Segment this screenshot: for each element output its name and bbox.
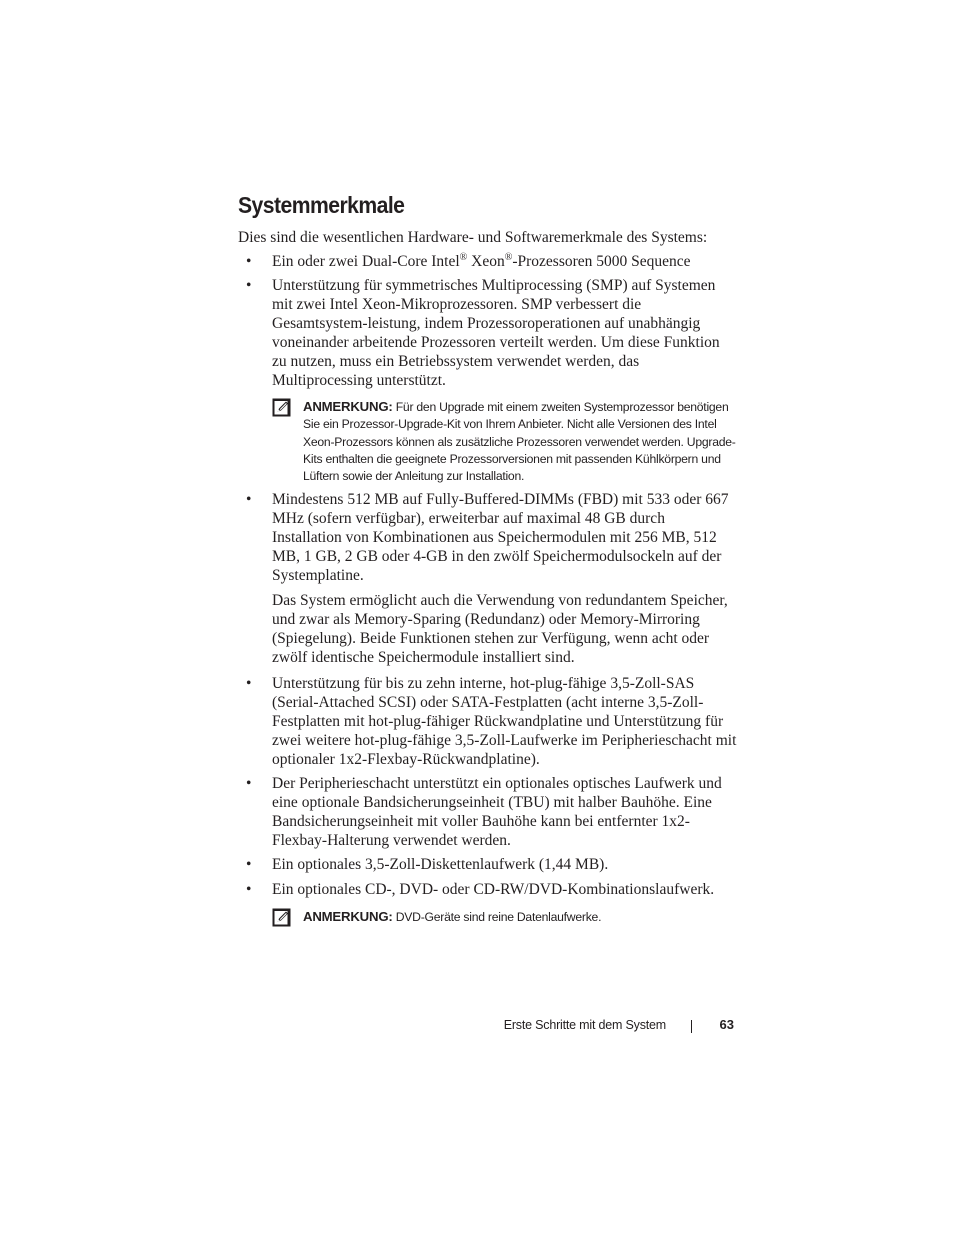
list-item-text: Unterstützung für bis zu zehn interne, hot-plug-fähige 3,5-Zoll-SAS (Serial-Attached SCSI) oder SATA-Festplatten (acht interne 3,5-Zoll-Festplatten mit hot-plug-fähiger Rückwandplatine und Unterstützung für zwei weitere hot-plug-fähige 3,5-Zoll-Laufwerke im Peripherieschacht mit optionaler 1x2-Flexbay-Rückwandplatine). xyxy=(272,675,737,768)
list-item-text: Der Peripherieschacht unterstützt ein optionales optisches Laufwerk und eine optionale Bandsicherungseinheit (TBU) mit halber Bauhöhe. Eine Bandsicherungseinheit mit voller Bauhöhe kann bei entfernter 1x2-Flexbay-Halterung verwendet werden. xyxy=(272,775,722,849)
section-heading: Systemmerkmale xyxy=(238,192,405,218)
list-item-text: Unterstützung für symmetrisches Multiprocessing (SMP) auf Systemen mit zwei Intel Xeon-Mikroprozessoren. SMP verbessert die Gesamtsystem-leistung, indem Prozessoroperationen auf unabhängig voneinander arbeitende Prozessoren verteilt werden. Um diese Funktion zu nutzen, muss ein Betriebssystem verwendet werden, das Multiprocessing unterstützt. xyxy=(272,277,720,389)
note-box xyxy=(272,398,738,485)
page-number: 63 xyxy=(719,1017,734,1032)
note-pencil-icon xyxy=(272,398,291,417)
bullet-marker: • xyxy=(246,277,252,294)
list-item-text: Ein optionales 3,5-Zoll-Diskettenlaufwerk (1,44 MB). xyxy=(272,856,609,873)
bullet-marker: • xyxy=(246,856,252,873)
list-item xyxy=(238,774,738,850)
note-body: DVD-Geräte sind reine Datenlaufwerke. xyxy=(395,910,602,924)
intro-paragraph: Dies sind die wesentlichen Hardware- und Softwaremerkmale des Systems: xyxy=(238,229,708,246)
note-text xyxy=(303,908,738,926)
note-pencil-icon xyxy=(272,908,291,927)
bullet-marker: • xyxy=(246,675,252,692)
list-item xyxy=(238,490,738,667)
bullet-marker: • xyxy=(246,881,252,898)
note-label: ANMERKUNG: xyxy=(303,399,393,414)
footer-chapter-title: Erste Schritte mit dem System xyxy=(503,1018,666,1032)
list-item xyxy=(238,880,738,899)
bullet-marker: • xyxy=(246,253,252,270)
list-item xyxy=(238,252,738,271)
document-page xyxy=(238,0,738,1235)
page-footer xyxy=(238,1015,734,1035)
note-body: Für den Upgrade mit einem zweiten Systemprozessor benötigen Sie ein Prozessor-Upgrade-Kit von Ihrem Anbieter. Nicht alle Versionen des Intel Xeon-Prozessors können als zusätzliche Prozessoren verwendet werden. Upgrade-Kits enthalten die geeignete Prozessorversionen mit passenden Kühlkörpern und Lüftern sowie der Anleitung zur Installation. xyxy=(303,400,736,484)
list-item xyxy=(238,855,738,874)
note-label: ANMERKUNG: xyxy=(303,909,393,924)
note-text xyxy=(303,398,738,485)
list-item-text: Ein oder zwei Dual-Core Intel® Xeon®-Prozessoren 5000 Sequence xyxy=(272,251,691,270)
list-item xyxy=(238,674,738,769)
list-item xyxy=(238,276,738,390)
list-item-text: Mindestens 512 MB auf Fully-Buffered-DIMMs (FBD) mit 533 oder 667 MHz (sofern verfügbar), erweiterbar auf maximal 48 GB durch Installation von Kombinationen aus Speichermodulen mit 256 MB, 512 MB, 1 GB, 2 GB oder 4-GB in den zwölf Speichermodulsockeln auf der Systemplatine. Das System ermöglicht auch die Verwendung von redundantem Speicher, und zwar als Memory-Sparing (Redundanz) oder Memory-Mirroring (Spiegelung). Beide Funktionen stehen zur Verfügung, wenn acht oder zwölf identische Speichermodule installiert sind. xyxy=(272,491,729,666)
bullet-marker: • xyxy=(246,775,252,792)
footer-separator xyxy=(691,1020,692,1033)
bullet-marker: • xyxy=(246,491,252,508)
list-item-text: Ein optionales CD-, DVD- oder CD-RW/DVD-Kombinationslaufwerk. xyxy=(272,881,715,898)
note-box xyxy=(272,908,738,926)
